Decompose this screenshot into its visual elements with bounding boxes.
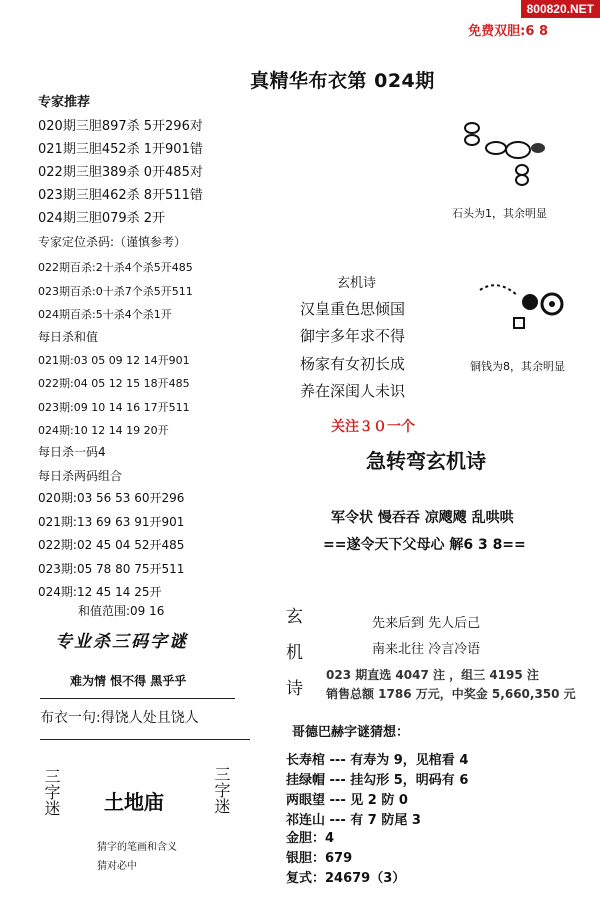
daily-sum-item: 024期:10 12 14 19 20开	[38, 424, 169, 437]
stone-caption: 石头为1，其余明显	[452, 207, 547, 220]
page-title: 真精华布衣第 024期	[250, 70, 435, 92]
position-kill-item: 024期百杀:5十杀4个杀1开	[38, 308, 172, 321]
expert-item: 023期三胆462杀 8开511错	[38, 188, 203, 203]
guess-hint: 猜字的笔画和含义	[97, 842, 177, 853]
stone-pictogram	[460, 118, 550, 198]
daily-two-item: 024期:12 45 14 25开	[38, 585, 162, 599]
xuanji-line: 杨家有女初长成	[300, 355, 406, 373]
combo-pick: 复式：24679（3）	[286, 871, 406, 886]
expert-item: 024期三胆079杀 2开	[38, 211, 166, 226]
daily-two-item: 020期:03 56 53 60开296	[38, 491, 185, 505]
xjs-char: 机	[286, 643, 303, 663]
expert-item: 020期三胆897杀 5开296对	[38, 119, 203, 134]
follow-label: 关注３０一个	[331, 419, 415, 435]
expert-item: 021期三胆452杀 1开901错	[38, 142, 203, 157]
riddle-line: 难为情 恨不得 黑乎乎	[70, 674, 187, 688]
divider	[40, 739, 250, 740]
free-pick-label: 免费双胆:6 8	[468, 24, 548, 39]
sum-range: 和值范围:09 16	[78, 604, 165, 618]
daily-two-item: 023期:05 78 80 75开511	[38, 562, 185, 576]
position-kill-item: 022期百杀:2十杀4个杀5开485	[38, 261, 193, 274]
daily-sum-item: 022期:04 05 12 15 18开485	[38, 377, 190, 390]
goldbach-item: 两眼望 --- 见 2 防 0	[286, 793, 408, 808]
goldbach-item: 挂绿帽 --- 挂勾形 5，明码有 6	[286, 773, 469, 788]
xuanji-line: 养在深闺人未识	[300, 382, 406, 400]
daily-two-item: 021期:13 69 63 91开901	[38, 515, 185, 529]
daily-sum-item: 021期:03 05 09 12 14开901	[38, 354, 190, 367]
daily-sum-heading: 每日杀和值	[38, 330, 99, 344]
buyi-sentence: 布衣一句:得饶人处且饶人	[40, 710, 199, 726]
suiling-line: ==遂令天下父母心 解6 3 8==	[323, 537, 526, 553]
three-char-riddle-left: 三字迷	[42, 768, 61, 816]
guess-hint: 猜对必中	[97, 861, 137, 872]
xuanji-heading: 玄机诗	[337, 276, 377, 291]
riddle-poem-title: 急转弯玄机诗	[366, 449, 486, 473]
expert-heading: 专家推荐	[38, 95, 91, 110]
daily-one-kill: 每日杀一码4	[38, 445, 106, 459]
xuanji-line: 御宇多年求不得	[300, 327, 406, 345]
tudi-temple: 土地庙	[104, 790, 164, 814]
poem2-line: 先来后到 先人后己	[372, 616, 481, 631]
xuanji-line: 汉皇重色思倾国	[300, 300, 406, 318]
poem2-line: 南来北往 冷言冷语	[372, 642, 481, 657]
xjs-char: 玄	[286, 607, 303, 627]
daily-sum-item: 023期:09 10 14 16 17开511	[38, 401, 190, 414]
gold-pick: 金胆：4	[286, 831, 335, 846]
expert-item: 022期三胆389杀 0开485对	[38, 165, 203, 180]
riddle-title: 专业杀三码字谜	[55, 632, 188, 652]
divider	[40, 698, 235, 699]
position-kill-heading: 专家定位杀码:（谨慎参考）	[38, 235, 187, 249]
goldbach-item: 长寿棺 --- 有寿为 9，见棺看 4	[286, 753, 469, 768]
coin-pictogram	[478, 278, 578, 338]
junling-line: 军令状 慢吞吞 凉飕飕 乱哄哄	[331, 510, 514, 526]
site-watermark: 800820.NET	[521, 0, 600, 18]
xjs-char: 诗	[286, 679, 303, 699]
goldbach-item: 祁连山 --- 有 7 防尾 3	[286, 813, 421, 828]
three-char-riddle-right: 三字迷	[212, 766, 231, 814]
goldbach-heading: 哥德巴赫字谜猜想：	[292, 725, 410, 740]
daily-two-item: 022期:02 45 04 52开485	[38, 538, 185, 552]
silver-pick: 银胆：679	[286, 851, 353, 866]
draw-stats: 023 期直选 4047 注 ，组三 4195 注	[326, 668, 539, 682]
sales-stats: 销售总额 1786 万元，中奖金 5,660,350 元	[326, 687, 576, 701]
coin-caption: 铜钱为8，其余明显	[470, 360, 565, 373]
daily-two-heading: 每日杀两码组合	[38, 469, 123, 483]
position-kill-item: 023期百杀:0十杀7个杀5开511	[38, 285, 193, 298]
